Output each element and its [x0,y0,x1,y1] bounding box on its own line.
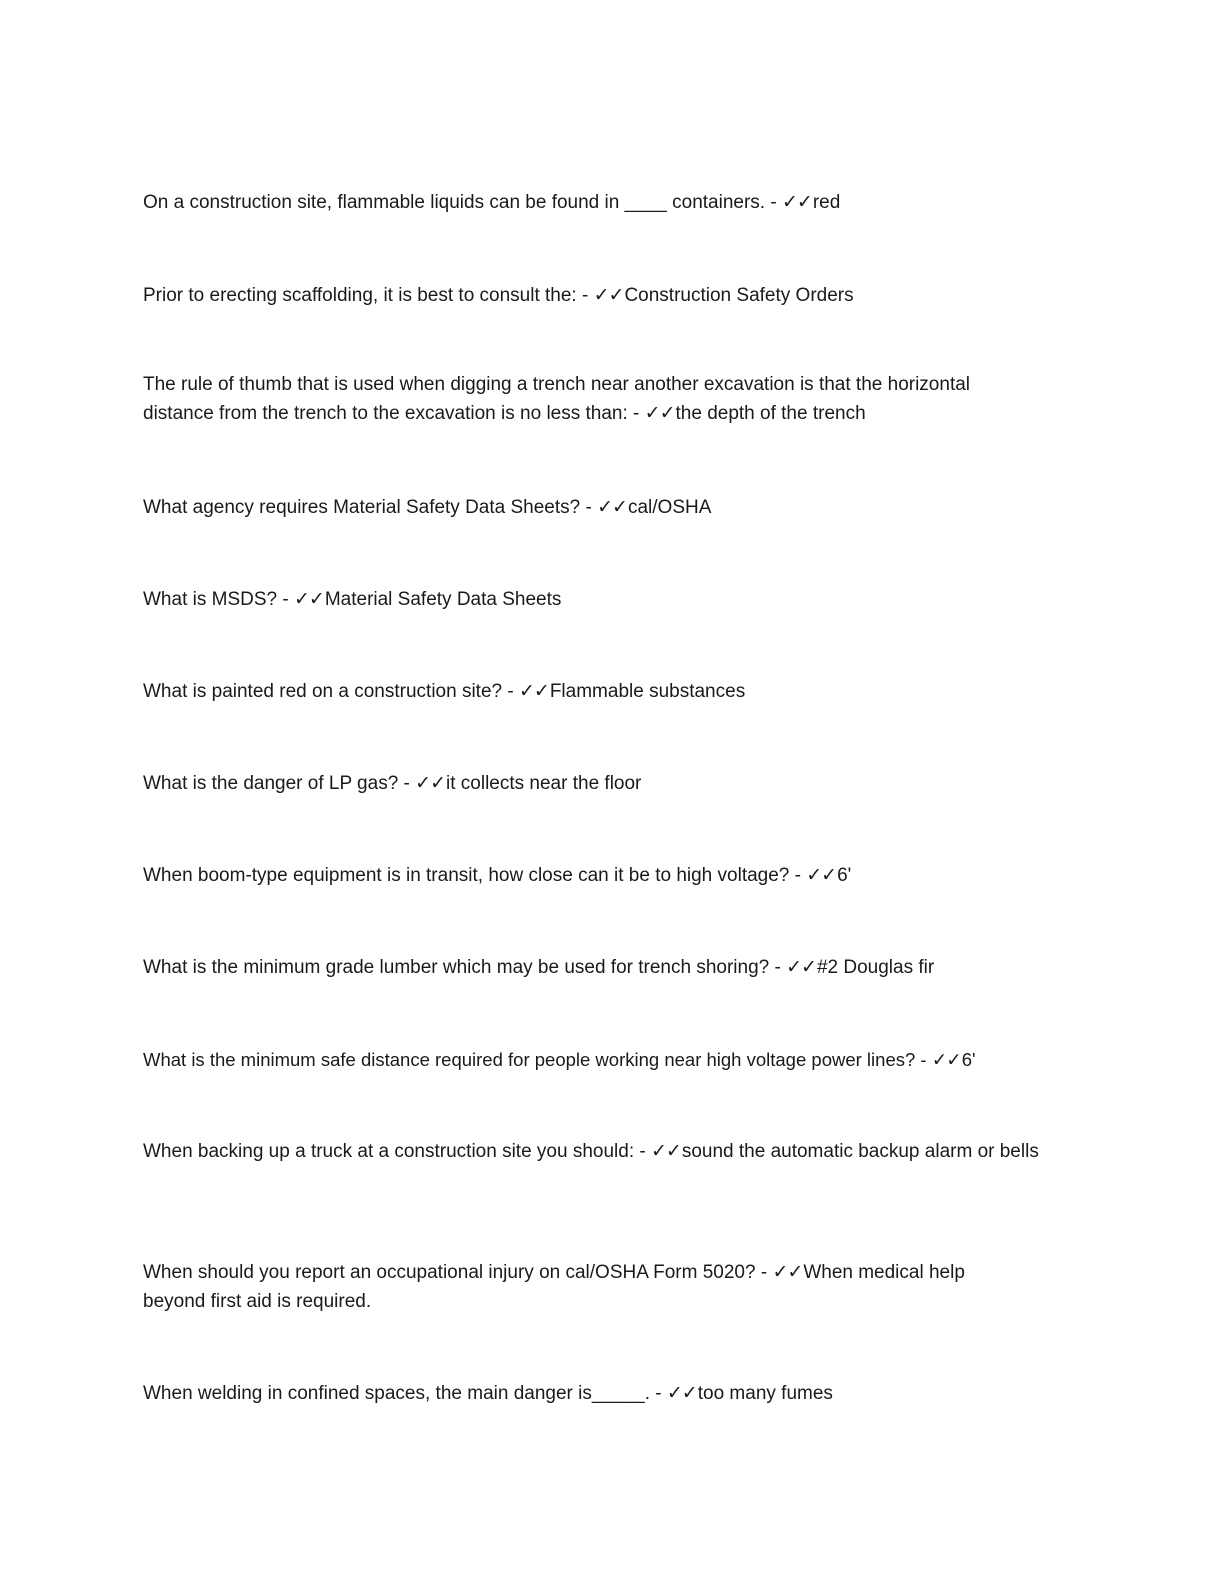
answer-text: When medical help beyond first aid is required. [143,1262,971,1312]
separator: - [765,192,782,213]
separator: - [277,589,294,610]
qa-item-8 [143,861,1063,890]
qa-item-13 [143,1379,1063,1408]
check-mark-icon: ✓✓ [651,1140,681,1162]
check-mark-icon: ✓✓ [781,191,812,213]
question-text: When backing up a truck at a construction site you should: [143,1141,635,1162]
answer-text: cal/OSHA [627,497,712,518]
check-mark-icon: ✓✓ [786,956,816,978]
qa-item-11 [143,1137,1048,1166]
separator: - [915,1049,932,1070]
answer-text: 6' [837,865,852,886]
qa-item-4 [143,493,1063,522]
answer-text: Construction Safety Orders [624,285,854,306]
answer-text: 6' [961,1049,976,1070]
check-mark-icon: ✓✓ [415,772,445,794]
answer-text: the depth of the trench [675,403,866,424]
check-mark-icon: ✓✓ [644,402,675,424]
separator: - [502,681,519,702]
qa-item-1 [143,188,1063,217]
check-mark-icon: ✓✓ [666,1382,697,1404]
qa-item-9 [143,953,1063,982]
separator: - [769,957,787,978]
check-mark-icon: ✓✓ [806,864,837,886]
separator: - [755,1262,773,1283]
separator: - [576,285,594,306]
separator: - [627,403,645,424]
question-text: When boom-type equipment is in transit, how close can it be to high voltage? [143,865,790,886]
question-text: On a construction site, flammable liquids can be found in ____ containers. [143,192,766,213]
answer-text: too many fumes [697,1383,833,1404]
separator: - [650,1383,667,1404]
qa-item-2 [143,281,1063,310]
qa-item-7 [143,769,1063,798]
question-text: What is the minimum grade lumber which may be used for trench shoring? [143,957,770,978]
answer-text: #2 Douglas fir [816,957,935,978]
question-text: The rule of thumb that is used when digging a trench near another excavation is that the horizontal distance from the trench to the excavation is no less than: [143,374,976,424]
question-text: What is the danger of LP gas? [143,773,399,794]
check-mark-icon: ✓✓ [772,1261,803,1283]
check-mark-icon: ✓✓ [293,588,324,610]
qa-item-6 [143,677,1063,706]
answer-text: Material Safety Data Sheets [324,589,562,610]
question-text: When welding in confined spaces, the main danger is_____. [143,1383,650,1404]
answer-text: sound the automatic backup alarm or bells [681,1141,1039,1162]
question-text: What agency requires Material Safety Data Sheets? [143,497,581,518]
question-text: Prior to erecting scaffolding, it is best to consult the: [143,285,577,306]
separator: - [580,497,598,518]
check-mark-icon: ✓✓ [518,680,549,702]
qa-item-10 [143,1045,1143,1075]
separator: - [634,1141,651,1162]
check-mark-icon: ✓✓ [931,1050,961,1071]
qa-item-12 [143,1258,1013,1316]
separator: - [398,773,416,794]
answer-text: red [812,192,841,213]
question-text: What is the minimum safe distance required for people working near high voltage power lines? [143,1049,916,1070]
qa-item-5 [143,585,1063,614]
question-text: When should you report an occupational injury on cal/OSHA Form 5020? [143,1262,756,1283]
answer-text: Flammable substances [549,681,746,702]
question-text: What is painted red on a construction site? [143,681,503,702]
check-mark-icon: ✓✓ [593,284,624,306]
question-text: What is MSDS? [143,589,278,610]
qa-item-3 [143,370,1023,428]
separator: - [789,865,807,886]
answer-text: it collects near the floor [446,773,642,794]
check-mark-icon: ✓✓ [597,496,627,518]
